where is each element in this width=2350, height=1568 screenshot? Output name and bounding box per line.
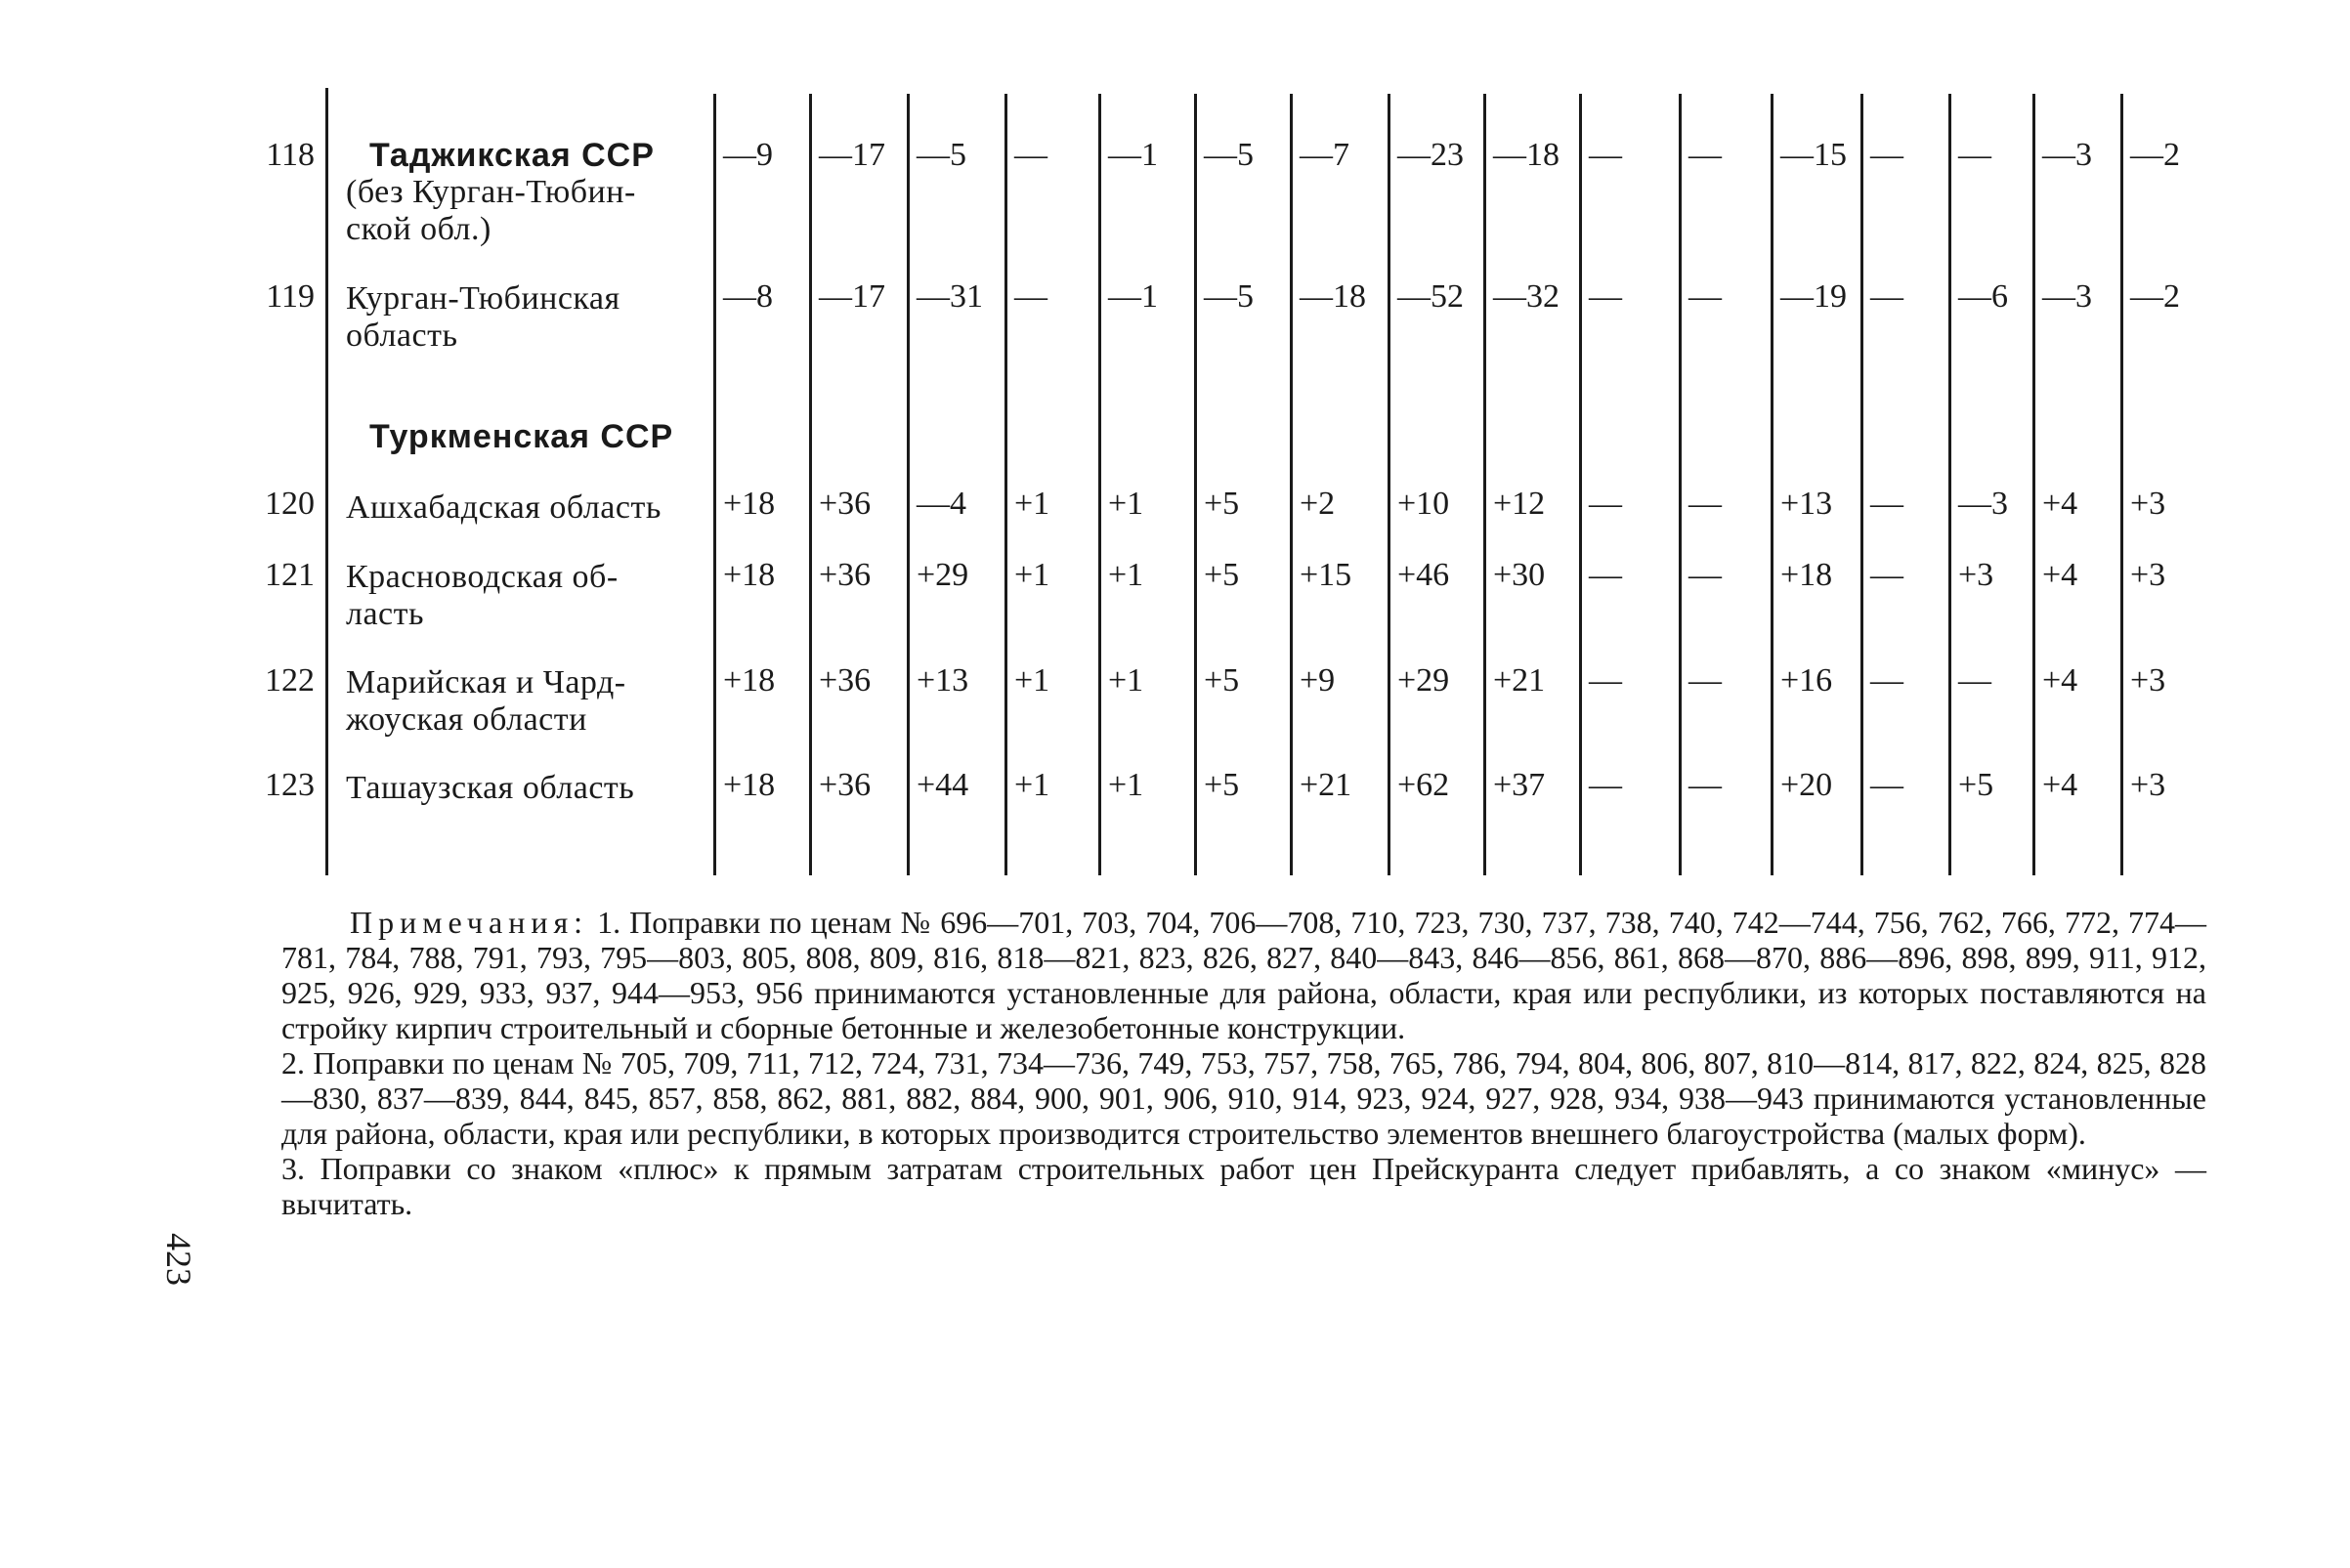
table-cell: +18 — [723, 767, 776, 803]
row-number: 121 — [265, 557, 315, 593]
table-cell: +4 — [2042, 767, 2078, 803]
region-name-line: (без Курган-Тюбин- — [346, 174, 636, 210]
table-cell: +44 — [917, 767, 969, 803]
region-name — [346, 770, 707, 807]
table-cell: +3 — [2130, 486, 2166, 522]
table-cell: — — [1870, 486, 1903, 522]
table-cell: +5 — [1958, 767, 1994, 803]
table-cell: — — [1688, 557, 1722, 593]
table-cell: — — [1589, 137, 1622, 173]
table-cell: — — [1870, 662, 1903, 699]
column-rule — [1290, 94, 1293, 875]
table-cell: — — [1688, 662, 1722, 699]
table-cell: —1 — [1108, 137, 1158, 173]
row-number: 123 — [265, 767, 315, 803]
table-cell: — — [1958, 662, 1991, 699]
table-cell: — — [1688, 278, 1722, 315]
column-rule — [1483, 94, 1486, 875]
table-cell: +5 — [1204, 486, 1240, 522]
column-rule — [1194, 94, 1197, 875]
region-name-line: ласть — [346, 596, 425, 632]
table-cell: +1 — [1014, 662, 1050, 699]
table-cell: —9 — [723, 137, 773, 173]
column-rule — [1004, 94, 1007, 875]
column-rule — [713, 94, 716, 875]
table-cell: +3 — [2130, 767, 2166, 803]
column-rule — [1679, 94, 1682, 875]
table-cell: —18 — [1300, 278, 1366, 315]
region-name-line: область — [346, 318, 458, 354]
table-cell: — — [1589, 278, 1622, 315]
table-cell: +36 — [819, 662, 872, 699]
table-cell: —3 — [2042, 137, 2092, 173]
table-cell: —3 — [2042, 278, 2092, 315]
table-cell: —17 — [819, 137, 885, 173]
column-rule — [1388, 94, 1390, 875]
table-cell: +30 — [1493, 557, 1546, 593]
table-cell: +18 — [723, 486, 776, 522]
note-1-text: 1. Поправки по ценам № 696—701, 703, 704, 706—708, 710, 723, 730, 737, 738, 740, 742—744, 756, 762, 766, 772, 774—781, 784, 788, 791, 793, 795—803, 805, 808, 809, 816, 818—821, 823, 826, 827, 840—843, 846—856, 861, 868—870, 886—896, 898, 899, 911, 912, 925, 926, 929, 933, 937, 944—953, 956 принимаются установленные для района, области, края или республики, из которых поставляются на стройку кирпич строительный и сборные бетонные и железобетонные конструкции. — [281, 905, 2207, 1045]
table-cell: +12 — [1493, 486, 1546, 522]
table-cell: —5 — [917, 137, 966, 173]
table-cell: —23 — [1397, 137, 1464, 173]
table-cell: +1 — [1014, 767, 1050, 803]
table-cell: +1 — [1108, 662, 1144, 699]
table-cell: +13 — [917, 662, 969, 699]
page-number: 423 — [159, 1233, 198, 1286]
row-number: 118 — [266, 137, 315, 173]
region-name — [346, 664, 707, 739]
table-cell: +15 — [1300, 557, 1352, 593]
column-rule — [1098, 94, 1101, 875]
table-cell: — — [1014, 137, 1047, 173]
table-cell: +21 — [1493, 662, 1546, 699]
table-cell: —31 — [917, 278, 983, 315]
table-cell: +36 — [819, 767, 872, 803]
table-cell: +20 — [1780, 767, 1833, 803]
region-name-line: Ашхабадская область — [346, 489, 662, 526]
notes-heading: Примечания: — [350, 905, 589, 940]
notes-block — [281, 905, 2206, 1221]
table-cell: — — [1589, 767, 1622, 803]
table-cell: — — [1589, 486, 1622, 522]
column-rule — [1771, 94, 1773, 875]
table-cell: +1 — [1108, 557, 1144, 593]
column-rule — [2120, 94, 2123, 875]
table-cell: —19 — [1780, 278, 1847, 315]
column-rule — [809, 94, 812, 875]
table-cell: +1 — [1014, 557, 1050, 593]
table-cell: —5 — [1204, 278, 1254, 315]
table-cell: +4 — [2042, 486, 2078, 522]
table-cell: +62 — [1397, 767, 1450, 803]
table-cell: +9 — [1300, 662, 1336, 699]
table-cell: — — [1870, 767, 1903, 803]
table-cell: +1 — [1108, 767, 1144, 803]
column-rule — [1948, 94, 1951, 875]
table-cell: — — [1870, 137, 1903, 173]
table-cell: +21 — [1300, 767, 1352, 803]
table-cell: +16 — [1780, 662, 1833, 699]
region-name-line: Курган-Тюбинская — [346, 280, 620, 317]
column-rule — [1860, 94, 1863, 875]
column-rule — [1579, 94, 1582, 875]
region-name-line: Красноводская об- — [346, 559, 619, 595]
column-rule — [325, 88, 328, 875]
table-cell: +29 — [917, 557, 969, 593]
table-cell: +1 — [1108, 486, 1144, 522]
table-cell: — — [1688, 486, 1722, 522]
table-cell: —52 — [1397, 278, 1464, 315]
table-cell: +3 — [2130, 662, 2166, 699]
table-cell: +36 — [819, 557, 872, 593]
table-cell: +13 — [1780, 486, 1833, 522]
section-header-turkmen: Туркменская ССР — [369, 418, 674, 455]
table-cell: —18 — [1493, 137, 1560, 173]
table-cell: +1 — [1014, 486, 1050, 522]
table-cell: —32 — [1493, 278, 1560, 315]
table-cell: —3 — [1958, 486, 2008, 522]
table-cell: +46 — [1397, 557, 1450, 593]
section-header-tadzhik: Таджикская ССР — [369, 137, 655, 174]
table-cell: +18 — [1780, 557, 1833, 593]
table-cell: —6 — [1958, 278, 2008, 315]
table-cell: +3 — [2130, 557, 2166, 593]
table-cell: — — [1958, 137, 1991, 173]
table-cell: +36 — [819, 486, 872, 522]
table-cell: +18 — [723, 662, 776, 699]
row-number: 120 — [265, 486, 315, 522]
table-cell: —17 — [819, 278, 885, 315]
note-2: 2. Поправки по ценам № 705, 709, 711, 712, 724, 731, 734—736, 749, 753, 757, 758, 765, 786, 794, 804, 806, 807, 810—814, 817, 822, 824, 825, 828—830, 837—839, 844, 845, 857, 858, 862, 881, 882, 884, 900, 901, 906, 910, 914, 923, 924, 927, 928, 934, 938—943 принимаются установленные для района, области, края или республики, в которых производится строительство элементов внешнего благоустройства (малых форм). — [281, 1045, 2206, 1151]
table-cell: +10 — [1397, 486, 1450, 522]
table-cell: —2 — [2130, 278, 2180, 315]
region-name — [346, 489, 707, 527]
note-1 — [281, 905, 2206, 1045]
table-cell: +4 — [2042, 557, 2078, 593]
region-name-line: жоуская области — [346, 701, 587, 738]
table-cell: — — [1589, 557, 1622, 593]
table-cell: —8 — [723, 278, 773, 315]
note-3: 3. Поправки со знаком «плюс» к прямым затратам строительных работ цен Прейскуранта следует прибавлять, а со знаком «минус» — вычитать. — [281, 1151, 2206, 1221]
table-cell: — — [1014, 278, 1047, 315]
region-name — [346, 280, 707, 355]
table-cell: +2 — [1300, 486, 1336, 522]
table-cell: — — [1870, 557, 1903, 593]
row-number: 119 — [266, 278, 315, 315]
table-cell: +5 — [1204, 767, 1240, 803]
table-cell: —4 — [917, 486, 966, 522]
table-cell: — — [1589, 662, 1622, 699]
region-name-line: ской обл.) — [346, 211, 491, 247]
table-cell: +4 — [2042, 662, 2078, 699]
table-cell: —2 — [2130, 137, 2180, 173]
table-cell: +5 — [1204, 557, 1240, 593]
table-cell: +5 — [1204, 662, 1240, 699]
table-cell: +29 — [1397, 662, 1450, 699]
column-rule — [2032, 94, 2035, 875]
table-cell: +18 — [723, 557, 776, 593]
region-name-line: Марийская и Чард- — [346, 664, 626, 700]
table-cell: —15 — [1780, 137, 1847, 173]
table-cell: +3 — [1958, 557, 1994, 593]
region-name — [346, 174, 707, 248]
table-cell: — — [1688, 137, 1722, 173]
table-cell: — — [1688, 767, 1722, 803]
region-name-line: Ташаузская область — [346, 770, 635, 806]
table-cell: —1 — [1108, 278, 1158, 315]
row-number: 122 — [265, 662, 315, 699]
table-cell: —7 — [1300, 137, 1349, 173]
region-name — [346, 559, 707, 633]
table-cell: —5 — [1204, 137, 1254, 173]
table-cell: +37 — [1493, 767, 1546, 803]
column-rule — [907, 94, 910, 875]
table-cell: — — [1870, 278, 1903, 315]
